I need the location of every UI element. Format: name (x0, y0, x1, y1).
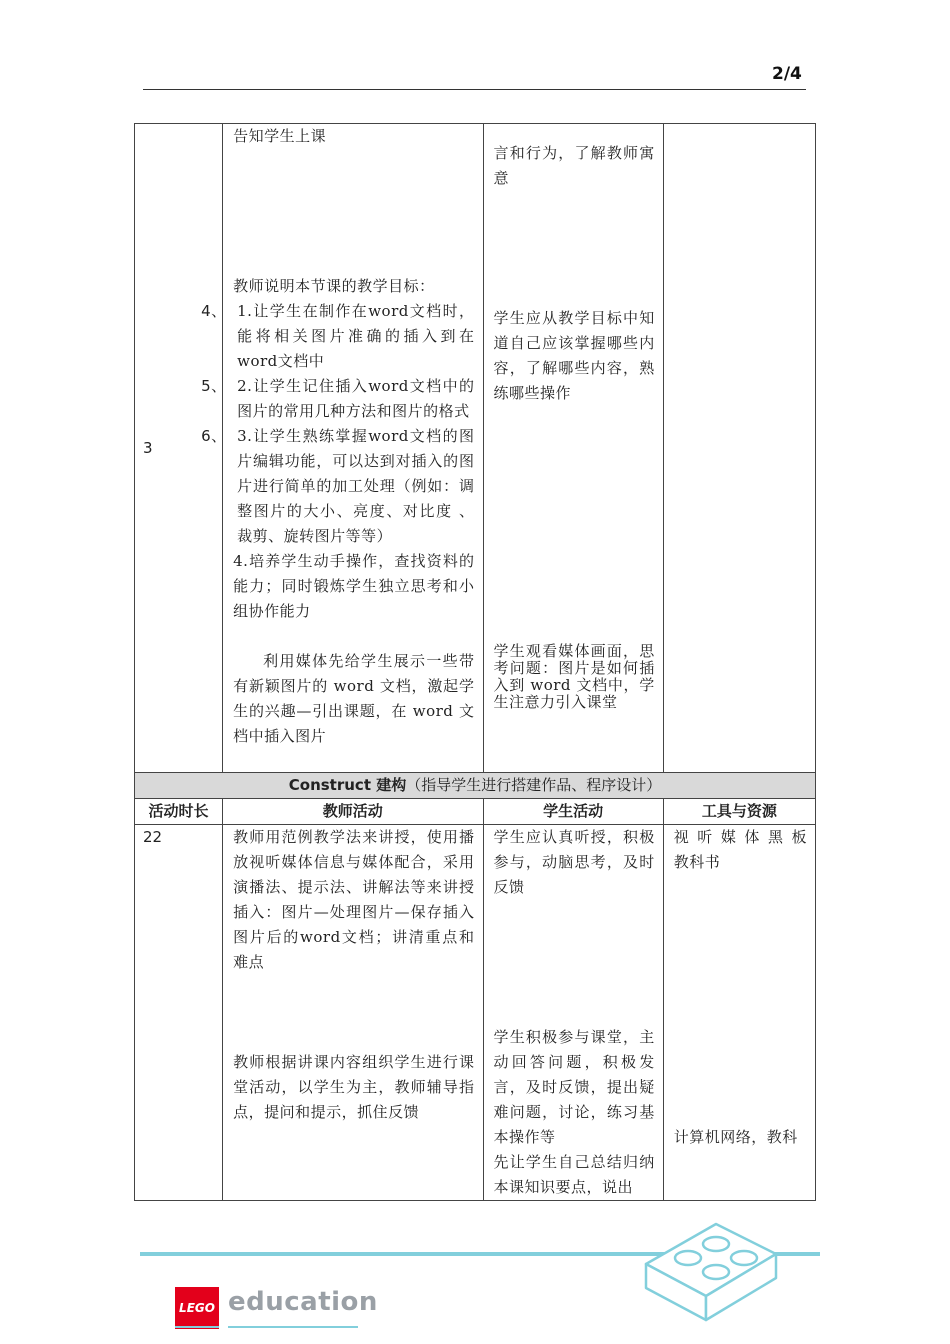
student-activity-3: 先让学生自己总结归纳本课知识要点，说出 (493, 1153, 655, 1196)
footer-underline (175, 1326, 219, 1328)
table-row-3 (135, 124, 816, 773)
goal-mark: 6、 (201, 427, 227, 445)
lego-brick-icon (636, 1216, 786, 1326)
header-row (135, 799, 816, 825)
brand-text: education (228, 1287, 378, 1317)
row-number: 3 (143, 438, 153, 457)
goal-item (201, 374, 475, 424)
section-row (135, 773, 816, 799)
goals-list (201, 299, 482, 549)
goal-mark: 4、 (201, 302, 227, 320)
student-media: 学生观看媒体画面，思考问题：图片是如何插入到 word 文档中，学生注意力引入课堂 (493, 642, 655, 711)
lego-logo: LEGO (175, 1287, 219, 1329)
goal-text: 3.让学生熟练掌握word文档的图片编辑功能，可以达到对插入的图片进行简单的加工处理（例如：调整图片的大小、亮度、对比度 、裁剪、旋转图片等等） (237, 427, 475, 545)
lesson-table (134, 123, 816, 1201)
header-teacher: 教师活动 (223, 799, 483, 825)
footer-underline (228, 1326, 358, 1328)
student-goals: 学生应从教学目标中知道自己应该掌握哪些内容，了解哪些内容，熟练哪些操作 (493, 309, 655, 402)
teacher-intro: 告知学生上课 (233, 127, 327, 145)
student-activity-2: 学生积极参与课堂，主动回答问题，积极发言，及时反馈，提出疑难问题，讨论，练习基本操作等 (493, 1028, 655, 1146)
tools-2: 计算机网络，教科 (673, 1128, 798, 1146)
table-row-22 (135, 825, 816, 1201)
teacher-activity-2: 教师根据讲课内容组织学生进行课堂活动，以学生为主，教师辅导指点，提问和提示，抓住反馈 (233, 1053, 475, 1121)
goal-item (201, 299, 475, 374)
section-title: Construct 建构 (288, 776, 407, 794)
goal-text: 2.让学生记住插入word文档中的图片的常用几种方法和图片的格式 (237, 377, 475, 420)
duration: 22 (143, 828, 163, 846)
teacher-goals-title: 教师说明本节课的教学目标： (233, 277, 435, 295)
header-duration: 活动时长 (135, 799, 223, 825)
page-number: 2/4 (772, 64, 802, 84)
goal-4: 4.培养学生动手操作，查找资料的能力；同时锻炼学生独立思考和小组协作能力 (233, 552, 475, 620)
teacher-activity-1: 教师用范例教学法来讲授，使用播放视听媒体信息与媒体配合，采用演播法、提示法、讲解法等来讲授插入：图片—处理图片—保存插入图片后的word文档；讲清重点和难点 (233, 828, 475, 971)
goal-text: 1.让学生在制作在word文档时，能将相关图片准确的插入到在word文档中 (237, 302, 475, 370)
student-intro: 言和行为，了解教师寓意 (493, 144, 655, 187)
header-student: 学生活动 (483, 799, 663, 825)
student-activity-1: 学生应认真听授，积极参与，动脑思考，及时反馈 (493, 828, 655, 896)
goal-item (201, 424, 475, 549)
header-tools: 工具与资源 (663, 799, 815, 825)
tools-1: 视 听 媒 体 黑 板 教科书 (673, 828, 807, 871)
header-rule (143, 89, 806, 90)
goal-mark: 5、 (201, 377, 227, 395)
section-subtitle: （指导学生进行搭建作品、程序设计） (406, 776, 662, 794)
teacher-media: 利用媒体先给学生展示一些带有新颖图片的 word 文档，激起学生的兴趣—引出课题，在 word 文档中插入图片 (233, 652, 475, 745)
